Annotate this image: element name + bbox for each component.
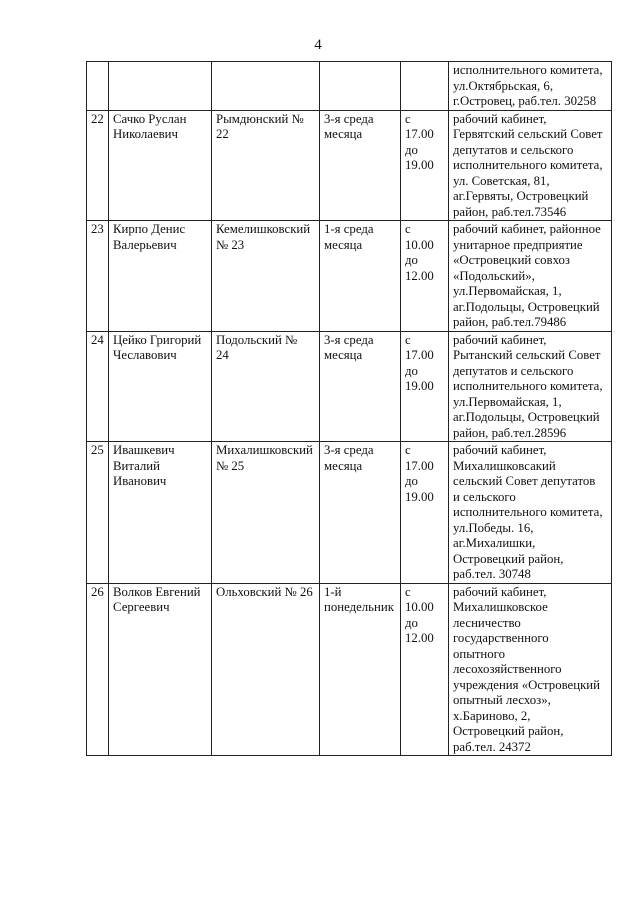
district-cell [212,110,320,221]
reception-day-cell [320,331,401,442]
reception-place-line: аг.Подольцы, Островецкий [453,410,600,424]
reception-time-cell [401,331,449,442]
reception-time-line: до [405,615,418,630]
reception-place-line: Гервятский сельский Совет [453,127,603,141]
deputy-name-line: Чеславович [113,348,177,362]
row-number-cell: 23 [87,221,109,332]
deputy-name-line: Николаевич [113,127,178,141]
district-line: Кемелишковский [216,222,311,236]
reception-time-line: 17.00 [405,458,434,473]
deputy-name-cell [109,62,212,111]
reception-place-cell [449,583,612,756]
reception-place-line: исполнительного комитета, [453,505,603,519]
row-number-cell [87,62,109,111]
row-number-cell: 22 [87,110,109,221]
reception-place-line: ул.Октябрьская, 6, [453,78,554,93]
reception-place-line: г.Островец, раб.тел. 30258 [453,94,597,108]
reception-place-cell [449,110,612,221]
reception-time-line: 12.00 [405,631,434,645]
reception-time-line: 19.00 [405,489,434,504]
reception-day-line: 1-я среда [324,222,374,236]
reception-day-cell [320,583,401,756]
table-row [87,110,612,221]
deputy-name-line: Сергеевич [113,600,170,614]
reception-place-line: район, раб.тел.79486 [453,315,567,329]
district-cell [212,583,320,756]
reception-place-line: Островецкий район, [453,724,564,738]
reception-time-line: с [405,443,411,457]
reception-place-line: рабочий кабинет, районное [453,222,601,236]
reception-place-line: рабочий кабинет, [453,584,547,599]
table-row [87,331,612,442]
district-cell [212,62,320,111]
reception-place-line: государственного [453,631,549,645]
reception-day-cell [320,221,401,332]
reception-time-cell [401,110,449,221]
reception-place-cell [449,221,612,332]
reception-place-line: лесничество [453,615,521,630]
deputy-name-line: Сачко Руслан [113,111,187,126]
reception-place-line: ул. Советская, 81, [453,173,550,188]
reception-place-cell [449,331,612,442]
reception-day-line: месяца [324,458,363,473]
reception-day-cell [320,442,401,584]
reception-place-line: аг.Подольцы, Островецкий [453,299,600,314]
reception-place-line: «Островецкий совхоз [453,253,570,267]
reception-place-line: и сельского [453,489,516,504]
reception-place-line: рабочий кабинет, [453,332,547,347]
reception-place-line: ул.Первомайская, 1, [453,394,562,409]
reception-day-line: 3-я среда [324,443,374,457]
deputy-name-cell [109,442,212,584]
reception-day-cell [320,110,401,221]
district-line: № 25 [216,458,245,473]
reception-time-cell [401,583,449,756]
reception-day-line: 1-й [324,584,342,599]
reception-place-line: лесохозяйственного [453,662,562,676]
reception-time-line: 10.00 [405,600,434,614]
reception-time-line: с [405,222,411,236]
district-cell [212,331,320,442]
reception-place-line: рабочий кабинет, [453,443,547,457]
reception-place-line: ул.Победы. 16, [453,520,534,535]
deputy-name-line: Цейко Григорий [113,332,202,347]
reception-place-line: район, раб.тел.73546 [453,204,567,219]
reception-place-line: учреждения «Островецкий [453,677,601,692]
deputy-name-cell [109,110,212,221]
reception-place-line: Михалишковское [453,600,548,614]
deputy-name-line: Волков Евгений [113,584,201,599]
district-line: 24 [216,348,229,362]
reception-place-line: Михалишковсакий [453,458,556,473]
reception-place-line: депутатов и сельского [453,363,574,378]
district-line: № 23 [216,237,245,252]
page-number: 4 [314,37,322,53]
deputy-name-line: Ивашкевич [113,443,175,457]
reception-place-line: Рытанский сельский Совет [453,348,601,362]
reception-place-line: раб.тел. 30748 [453,567,531,581]
reception-place-line: х.Бариново, 2, [453,708,531,723]
reception-time-line: 19.00 [405,379,434,393]
reception-time-line: с [405,332,411,347]
reception-day-line: месяца [324,237,363,252]
district-line: Ольховский № 26 [216,584,313,599]
reception-place-line: рабочий кабинет, [453,111,547,126]
row-number-cell: 24 [87,331,109,442]
reception-time-line: 17.00 [405,348,434,362]
reception-day-line: месяца [324,348,363,362]
reception-time-line: 12.00 [405,268,434,283]
table-row [87,583,612,756]
deputy-name-line: Иванович [113,474,167,488]
reception-day-line: месяца [324,127,363,141]
reception-time-line: 10.00 [405,237,434,252]
reception-schedule-table [86,61,612,756]
reception-place-line: сельский Совет депутатов [453,474,596,488]
reception-place-line: ул.Первомайская, 1, [453,284,562,298]
reception-place-cell [449,62,612,111]
deputy-name-cell [109,331,212,442]
reception-time-line: 17.00 [405,127,434,141]
reception-time-cell [401,442,449,584]
table-row [87,62,612,111]
reception-place-line: район, раб.тел.28596 [453,425,567,440]
reception-time-line: до [405,474,418,488]
reception-time-line: до [405,253,418,267]
reception-place-line: аг.Михалишки, [453,536,536,550]
row-number-cell: 25 [87,442,109,584]
table-row [87,442,612,584]
district-line: 22 [216,127,229,141]
reception-time-line: до [405,142,418,157]
district-cell [212,442,320,584]
reception-place-line: унитарное предприятие [453,237,583,252]
reception-place-line: депутатов и сельского [453,142,574,157]
reception-place-cell [449,442,612,584]
reception-time-line: с [405,111,411,126]
reception-place-line: исполнительного комитета, [453,158,603,172]
reception-time-line: до [405,363,418,378]
table-row [87,221,612,332]
reception-place-line: Островецкий район, [453,551,564,566]
district-line: Подольский № [216,332,298,347]
reception-day-line: 3-я среда [324,111,374,126]
reception-place-line: «Подольский», [453,268,535,283]
deputy-name-line: Кирпо Денис [113,222,186,236]
reception-place-line: исполнительного комитета, [453,63,603,77]
district-line: Михалишковский [216,443,313,457]
reception-day-line: 3-я среда [324,332,374,347]
row-number-cell: 26 [87,583,109,756]
deputy-name-line: Виталий [113,458,161,473]
reception-place-line: аг.Гервяты, Островецкий [453,189,589,203]
reception-time-line: с [405,584,411,599]
reception-time-cell [401,221,449,332]
reception-time-cell [401,62,449,111]
deputy-name-cell [109,221,212,332]
reception-place-line: исполнительного комитета, [453,379,603,393]
district-cell [212,221,320,332]
table-body [87,62,612,756]
reception-place-line: раб.тел. 24372 [453,739,531,754]
reception-day-cell [320,62,401,111]
district-line: Рымдюнский № [216,111,304,126]
reception-place-line: опытного [453,646,506,661]
deputy-name-line: Валерьевич [113,237,177,252]
reception-day-line: понедельник [324,600,394,614]
reception-place-line: опытный лесхоз», [453,693,551,707]
reception-time-line: 19.00 [405,158,434,172]
deputy-name-cell [109,583,212,756]
